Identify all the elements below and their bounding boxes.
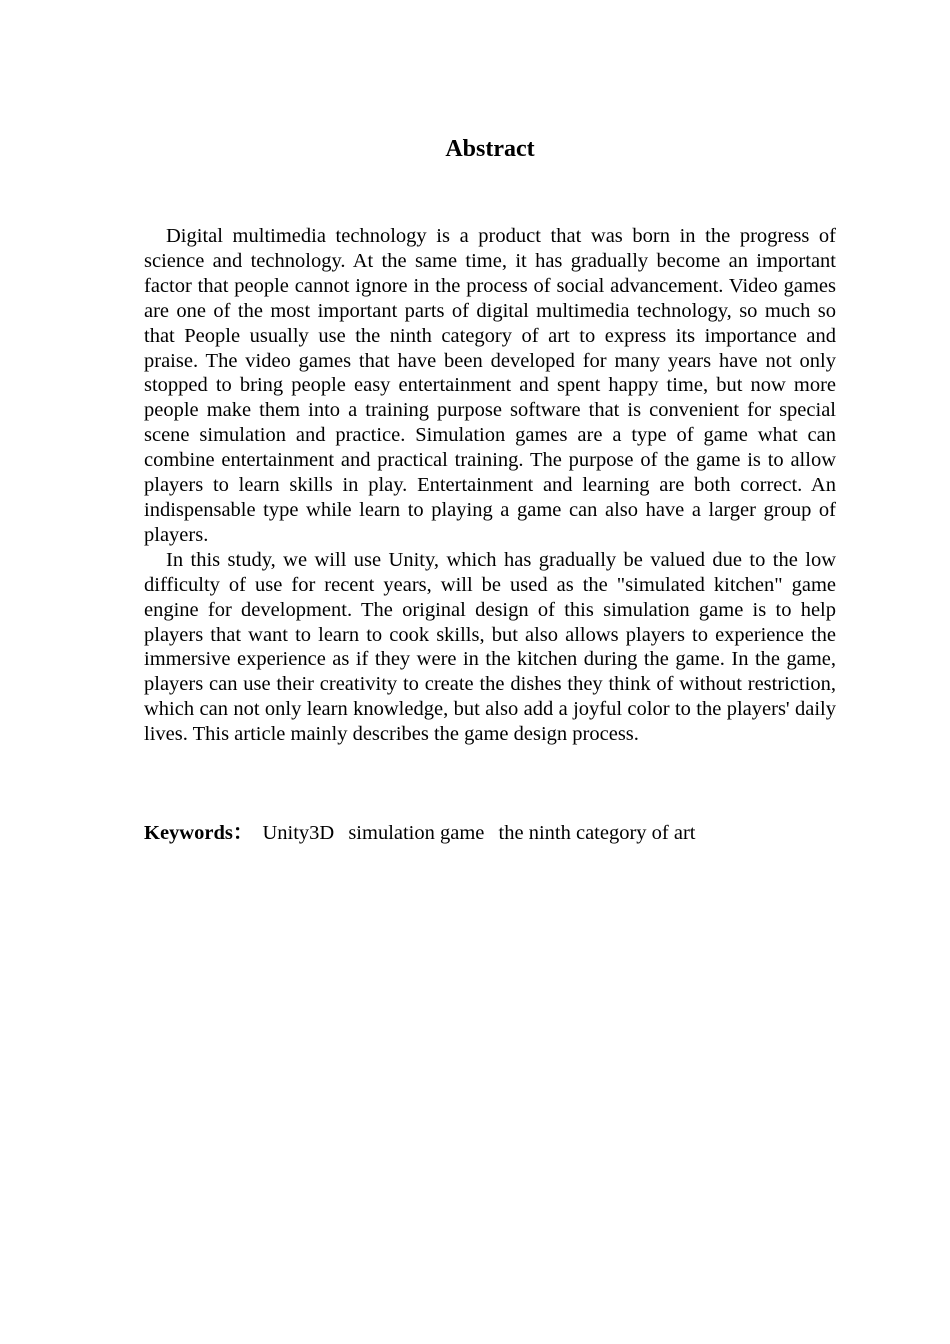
- abstract-paragraph-2: In this study, we will use Unity, which has gradually be valued due to the low difficulty of use for recent years, will be used as the "simulated kitchen" game engine for development. The original design of this simulation game is to help players that want to learn to cook skills, but also allows players to experience the immersive experience as if they were in the kitchen during the game. In the game, players can use their creativity to create the dishes they think of without restriction, which can not only learn knowledge, but also add a joyful color to the players' daily lives. This article mainly describes the game design process.: [144, 548, 836, 746]
- keyword-item: the ninth category of art: [498, 822, 696, 844]
- keywords-separator: ：: [232, 822, 254, 844]
- keyword-item: simulation game: [348, 822, 485, 844]
- abstract-body: [144, 224, 836, 747]
- keywords-label: Keywords: [144, 822, 233, 844]
- keywords-line: [144, 821, 836, 846]
- abstract-title: Abstract: [445, 136, 535, 162]
- abstract-paragraph-1: Digital multimedia technology is a product that was born in the progress of science and technology. At the same time, it has gradually become an important factor that people cannot ignore in the process of social advancement. Video games are one of the most important parts of digital multimedia technology, so much so that People usually use the ninth category of art to express its importance and praise. The video games that have been developed for many years have not only stopped to bring people easy entertainment and spent happy time, but now more people make them into a training purpose software that is convenient for special scene simulation and practice. Simulation games are a type of game what can combine entertainment and practical training. The purpose of the game is to allow players to learn skills in play. Entertainment and learning are both correct. An indispensable type while learn to playing a game can also have a larger group of players.: [144, 225, 836, 546]
- keyword-item: Unity3D: [262, 822, 335, 844]
